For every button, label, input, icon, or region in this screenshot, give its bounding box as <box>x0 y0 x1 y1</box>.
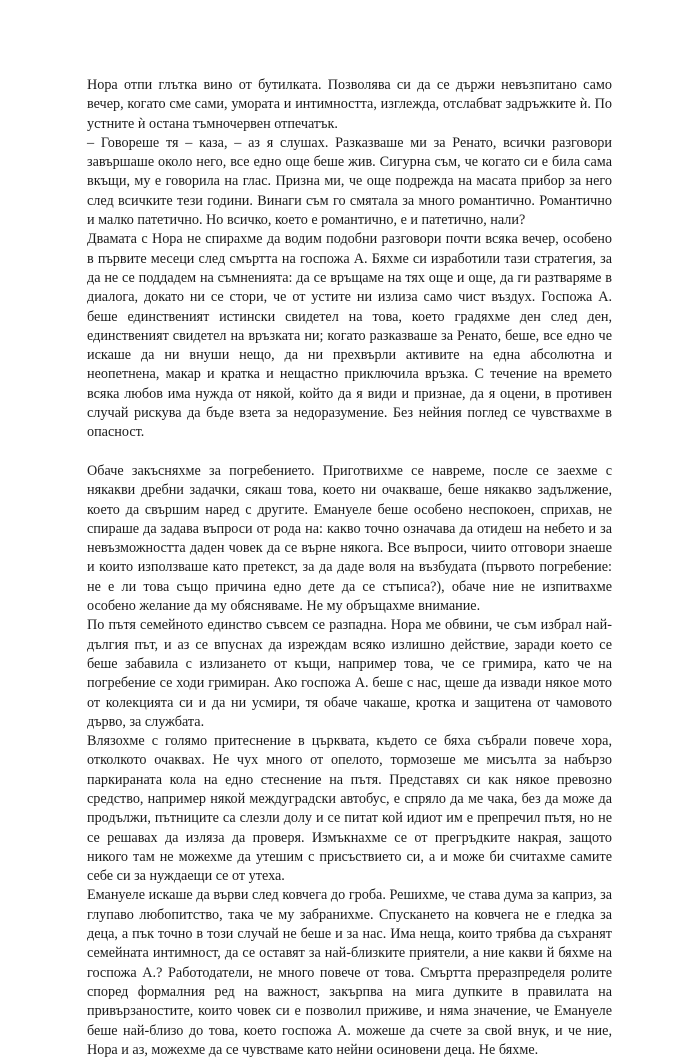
paragraph-4: Обаче закъсняхме за погребението. Приготвихме се навреме, после се заехме с някакви дребни задачки, сякаш това, което ни очакваше, беше някакво задължение, което да свършим наред с другите. Емануеле беше особено неспокоен, сприхав, не спираше да задава въпроси от рода на: какво точно означава да отидеш на небето и за невъзможността даден човек да се върне някога. Все въпроси, чиито отговори знаеше и които използваше като претекст, за да даде воля на възбудата (първото погребение: не е ли това също причина едно дете да се стъписа?), обаче ние не изпитвахме особено желание да му обясняваме. Не му обръщахме внимание. <box>87 462 612 615</box>
paragraph-6: Влязохме с голямо притеснение в църквата, където се бяха събрали повече хора, отколкото очаквах. Не чух много от опелото, тормозеше ме мисълта за набързо паркираната кола на едно стеснение на пътя. Представях си как някое превозно средство, например някой междуградски автобус, е спряло да ме чака, без да може да продължи, пътниците са слезли долу и се питат кой идиот им е препречил пътя, но не се решавах да изляза да проверя. Измъкнахме се от прегръдките накрая, защото никого там не можехме да утешим с присъствието си, а и може би считахме самите себе си за нуждаещи се от утеха. <box>87 733 612 885</box>
paragraph-1: Нора отпи глътка вино от бутилката. Позволява си да се държи невъзпитано само вечер, когато сме сами, умората и интимността, изглежда, отслабват задръжките ѝ. По устните ѝ остана тъмночервен отпечатък. <box>87 77 612 132</box>
paragraph-3: Двамата с Нора не спирахме да водим подобни разговори почти всяка вечер, особено в първите месеци след смъртта на госпожа А. Бяхме си изработили тази стратегия, за да не се поддадем на съмненията: да се връщаме на тях още и още, да ги разтваряме в диалога, докато ни се стори, че от устите ни излиза само чист въздух. Госпожа А. беше единственият истински свидетел на това, което градяхме ден след ден, единственият свидетел на връзката ни; когато разказваше за Ренато, беше, все едно че искаше да ни внуши нещо, да ни прехвърли активите на една абсолютна и неопетнена, макар и кратка и нещастно приключила връзка. С течение на времето всяка любов има нужда от някой, който да я види и признае, да я оцени, в противен случай рискува да бъде взета за недоразумение. Без нейния поглед се чувствахме в опасност. <box>87 231 612 441</box>
paragraph-7: Емануеле искаше да върви след ковчега до гроба. Решихме, че става дума за каприз, за глупаво любопитство, така че му забранихме. Спускането на ковчега не е гледка за деца, а пък точно в този случай не беше и за нас. Има неща, които трябва да съхранят семейната интимност, да се оставят за най-близките приятели, а ние какви й бяхме на госпожа А.? Работодатели, не много повече от това. Смъртта преразпределя ролите според формалния ред на важност, закърпва на мига дупките в правилата на привързаностите, които човек си е позволил приживе, и няма значение, че Емануеле беше най-близо до това, което госпожа А. можеше да счете за свой внук, и че ние, Нора и аз, можехме да се чувстваме като нейни осиновени деца. Не бяхме. <box>87 887 612 1058</box>
paragraph-gap <box>87 443 612 462</box>
document-page <box>87 76 612 1060</box>
paragraph-5: По пътя семейното единство съвсем се разпадна. Нора ме обвини, че съм избрал най-дългия път, и аз се впуснах да изреждам всяко излишно действие, заради което се беше забавила с излизането от къщи, например това, че се гримира, като че на погребение се ходи гримиран. Ако госпожа А. беше с нас, щеше да извади някое мото от колекцията си и да ни усмири, тя обаче чакаше, кротка и защитена от чамовото дърво, за службата. <box>87 617 612 730</box>
paragraph-2: – Говореше тя – каза, – аз я слушах. Разказваше ми за Ренато, всички разговори завършаше около него, все едно още беше жив. Сигурна съм, че когато си е била сама вкъщи, му е говорила на глас. Призна ми, че още подрежда на масата прибор за него след всичките тези години. Винаги съм го смятала за много романтично. Романтично и малко патетично. Но всичко, което е романтично, е и патетично, нали? <box>87 134 612 229</box>
